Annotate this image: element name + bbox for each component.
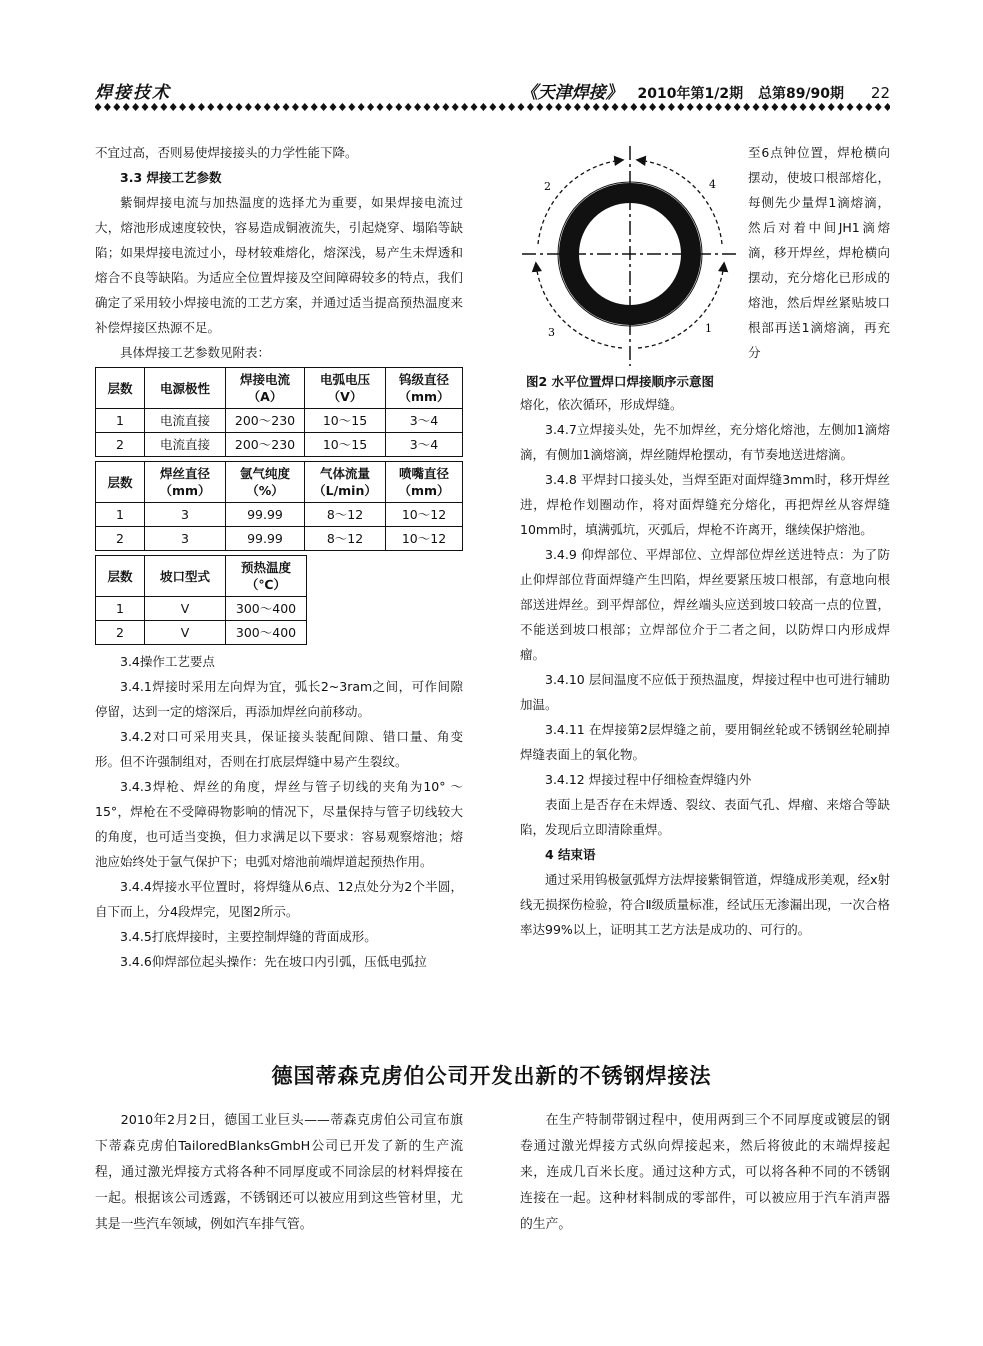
paragraph: 3.4.6仰焊部位起头操作：先在坡口内引弧，压低电弧拉 [120,954,427,969]
journal-info [511,78,890,103]
right-column [520,392,890,942]
table-row [96,409,463,433]
table-cell: 200～230 [226,433,305,457]
paragraph: 3.4.12 焊接过程中仔细检查焊缝内外 [545,772,752,787]
paragraph: 3.4.7立焊接头处，先不加焊丝，充分熔化熔池，左侧加1滴熔滴，有侧加1滴熔滴，焊丝随焊枪摆动，有节奏地送进熔滴。 [520,422,890,462]
figure-caption: 图2 水平位置焊口焊接顺序示意图 [526,374,715,389]
page-number: 22 [870,84,890,102]
paragraph: 表面上是否存在未焊透、裂纹、表面气孔、焊瘤、来熔合等缺陷，发现后立即清除重焊。 [520,797,890,837]
paragraph: 2010年2月2日，德国工业巨头——蒂森克虏伯公司宣布旗下蒂森克虏伯TailoredBlanksGmbH公司已开发了新的生产流程，通过激光焊接方式将各种不同厚度或不同涂层的材料焊接在一起。根据该公司透露，不锈钢还可以被应用到这些管材里，尤其是一些汽车领域，例如汽车排气管。 [95,1113,463,1232]
table-cell: 1 [96,409,145,433]
table-header: 氩气纯度（%） [226,462,305,503]
paragraph: 3.4.5打底焊接时，主要控制焊缝的背面成形。 [120,929,377,944]
article-right-column [520,1108,890,1238]
table-header: 电源极性 [145,368,226,409]
table-cell: 10～12 [386,503,463,527]
table-cell: 3 [145,503,226,527]
table-cell: 99.99 [226,503,305,527]
page-header [95,78,890,103]
section-title: 焊接技术 [95,83,171,103]
paragraph: 3.4.4焊接水平位置时，将焊缝从6点、12点处分为2个半圆，自下而上，分4段焊完，见图2所示。 [95,879,463,919]
table-header: 层数 [96,556,145,597]
sequence-label: 3 [548,326,555,339]
table-header: 焊丝直径（mm） [145,462,226,503]
paragraph: 通过采用钨极氩弧焊方法焊接紫铜管道，焊缝成形美观，经x射线无损探伤检验，符合Ⅱ级质量标准，经试压无渗漏出现，一次合格率达99%以上，证明其工艺方法是成功的、可行的。 [520,872,890,937]
paragraph: 熔化，依次循环，形成焊缝。 [520,397,683,412]
table-cell: 300～400 [226,621,307,645]
table-row [96,503,463,527]
subsection-heading: 3.4操作工艺要点 [120,654,215,669]
table-row [96,433,463,457]
table-row [96,527,463,551]
article-left-column [95,1108,463,1238]
table-cell: 300～400 [226,597,307,621]
paragraph: 不宜过高，否则易使焊接接头的力学性能下降。 [95,145,358,160]
sequence-label: 1 [705,322,712,335]
right-column-top [748,140,890,365]
table-cell: V [145,621,226,645]
paragraph: 3.4.9 仰焊部位、平焊部位、立焊部位焊丝送进特点：为了防止仰焊部位背面焊缝产生凹陷，焊丝要紧压坡口根部，有意地向根部送进焊丝。到平焊部位，焊丝端头应送到坡口较高一点的位置，不能送到坡口根部；立焊部位介于二者之间，以防焊口内形成焊瘤。 [520,547,890,662]
sequence-label: 2 [544,180,551,193]
table-cell: 99.99 [226,527,305,551]
table-cell: V [145,597,226,621]
total-issue: 总第89/90期 [757,86,845,102]
table-header: 钨级直径（mm） [386,368,463,409]
table-cell: 电流直接 [145,433,226,457]
table-header: 气体流量（L/min） [305,462,386,503]
table-cell: 8～12 [305,503,386,527]
sequence-label: 4 [709,178,716,191]
table-header: 层数 [96,462,145,503]
table-cell: 10～15 [305,409,386,433]
left-column [95,140,463,974]
table-header: 喷嘴直径（mm） [386,462,463,503]
section-heading: 4 结束语 [545,847,596,862]
table-row [96,621,307,645]
table-cell: 电流直接 [145,409,226,433]
paragraph: 在生产特制带钢过程中，使用两到三个不同厚度或镀层的钢卷通过激光焊接方式纵向焊接起来，然后将彼此的末端焊接起来，连成几百米长度。通过这种方式，可以将各种不同的不锈钢连接在一起。这种材料制成的零部件，可以被应用于汽车消声器的生产。 [520,1113,890,1232]
issue-number: 2010年第1/2期 [637,86,744,102]
table-header: 层数 [96,368,145,409]
paragraph: 3.4.8 平焊封口接头处，当焊至距对面焊缝3mm时，移开焊丝进，焊枪作划圈动作，将对面焊缝充分熔化，再把焊丝从容焊缝10mm时，填满弧坑，灭弧后，焊枪不许离开，继续保护熔池。 [520,472,890,537]
paragraph: 具体焊接工艺参数见附表： [120,345,271,360]
params-table-1 [95,367,463,457]
table-cell: 1 [96,503,145,527]
paragraph: 3.4.1焊接时采用左向焊为宜，弧长2~3ram之间，可作间隙停留，达到一定的熔深后，再添加焊丝向前移动。 [95,679,463,719]
table-cell: 3～4 [386,433,463,457]
paragraph: 至6点钟位置，焊枪横向摆动，使坡口根部熔化，每侧先少量焊1滴熔滴，然后对着中间JH1滴熔滴，移开焊丝，焊枪横向摆动，充分熔化已形成的熔池，然后焊丝紧贴坡口根部再送1滴熔滴，再充分 [748,145,890,360]
weld-sequence-figure [518,140,743,372]
paragraph: 3.4.2对口可采用夹具，保证接头装配间隙、错口量、角变形。但不许强制组对，否则在打底层焊缝中易产生裂纹。 [95,729,463,769]
article-title: 德国蒂森克虏伯公司开发出新的不锈钢焊接法 [271,1064,712,1088]
section-heading: 3.3 焊接工艺参数 [120,170,222,185]
table-header: 电弧电压（V） [305,368,386,409]
table-cell: 8～12 [305,527,386,551]
table-cell: 2 [96,433,145,457]
paragraph: 紫铜焊接电流与加热温度的选择尤为重要，如果焊接电流过大，熔池形成速度较快，容易造成铜液流失，引起烧穿、塌陷等缺陷；如果焊接电流过小，母材较难熔化，熔深浅，易产生未焊透和熔合不良等缺陷。为适应全位置焊接及空间障碍较多的特点，我们确定了采用较小焊接电流的工艺方案，并通过适当提高预热温度来补偿焊接区热源不足。 [95,195,463,335]
paragraph: 3.4.10 层间温度不应低于预热温度，焊接过程中也可进行辅助加温。 [520,672,890,712]
decorative-divider [95,102,890,112]
table-cell: 200～230 [226,409,305,433]
paragraph: 3.4.11 在焊接第2层焊缝之前，要用铜丝轮或不锈钢丝轮刷掉焊缝表面上的氧化物。 [520,722,890,762]
table-cell: 2 [96,621,145,645]
table-header: 预热温度（℃） [226,556,307,597]
table-cell: 3 [145,527,226,551]
table-cell: 2 [96,527,145,551]
params-table-2 [95,461,463,551]
table-header: 坡口型式 [145,556,226,597]
weld-sequence-diagram [518,140,743,372]
table-cell: 1 [96,597,145,621]
table-header: 焊接电流（A） [226,368,305,409]
params-table-3 [95,555,307,645]
table-cell: 3～4 [386,409,463,433]
table-cell: 10～15 [305,433,386,457]
table-cell: 10～12 [386,527,463,551]
table-row [96,597,307,621]
paragraph: 3.4.3焊枪、焊丝的角度，焊丝与管子切线的夹角为10° ～15°，焊枪在不受障碍物影响的情况下，尽量保持与管子切线较大的角度，也可适当变换，但力求满足以下要求：容易观察熔池；熔池应始终处于氩气保护下；电弧对熔池前端焊道起预热作用。 [95,779,463,869]
journal-name: 《天津焊接》 [520,83,623,103]
